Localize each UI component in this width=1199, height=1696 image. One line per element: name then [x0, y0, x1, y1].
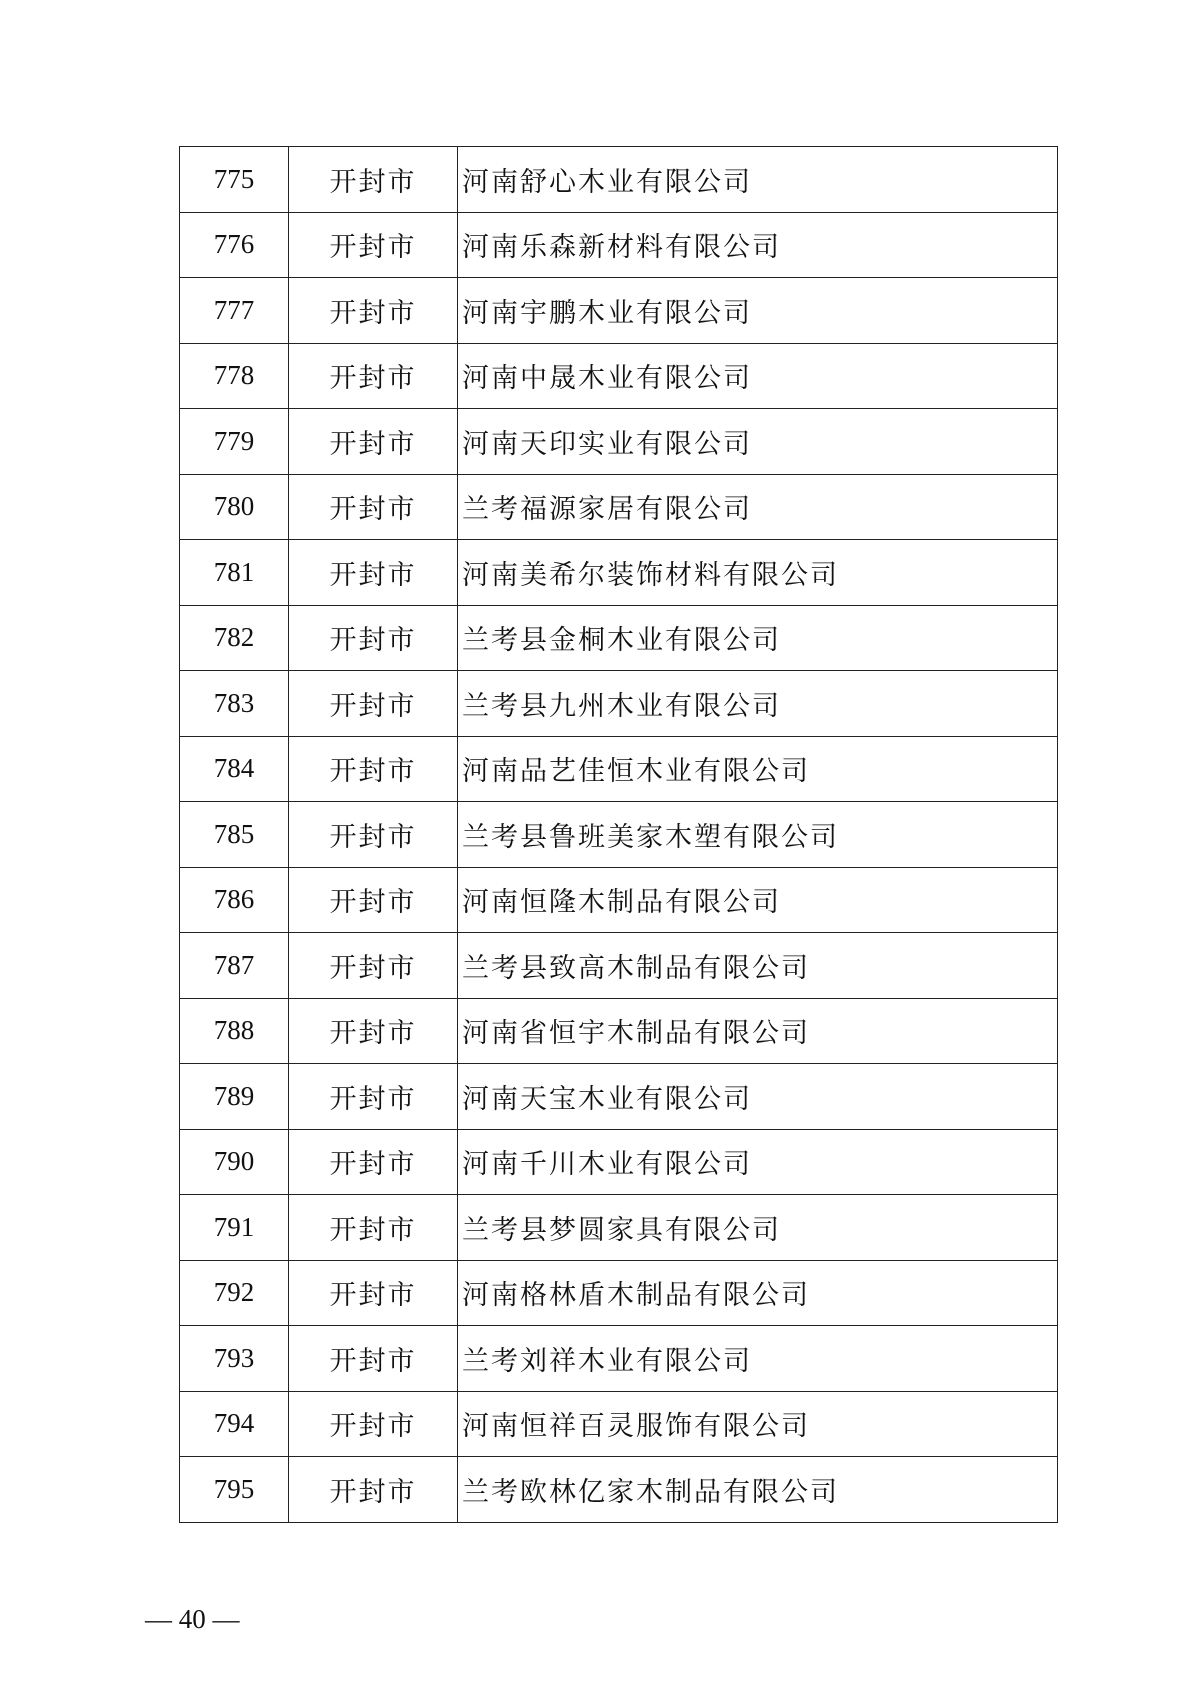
- table-row: [180, 1129, 1058, 1195]
- company-name-cell: 河南天宝木业有限公司: [458, 1064, 1058, 1130]
- table-row: [180, 1326, 1058, 1392]
- table-row: [180, 605, 1058, 671]
- city-cell: 开封市: [289, 1064, 458, 1130]
- city-cell: 开封市: [289, 605, 458, 671]
- serial-number-cell: 792: [180, 1260, 289, 1326]
- serial-number-cell: 781: [180, 540, 289, 606]
- serial-number-cell: 777: [180, 278, 289, 344]
- table-row: [180, 671, 1058, 737]
- company-name-cell: 河南宇鹏木业有限公司: [458, 278, 1058, 344]
- city-cell: 开封市: [289, 1457, 458, 1523]
- serial-number-cell: 779: [180, 409, 289, 475]
- table-row: [180, 343, 1058, 409]
- table-row: [180, 1457, 1058, 1523]
- table-row: [180, 212, 1058, 278]
- city-cell: 开封市: [289, 409, 458, 475]
- city-cell: 开封市: [289, 147, 458, 213]
- serial-number-cell: 790: [180, 1129, 289, 1195]
- company-name-cell: 兰考县梦圆家具有限公司: [458, 1195, 1058, 1261]
- city-cell: 开封市: [289, 1260, 458, 1326]
- city-cell: 开封市: [289, 212, 458, 278]
- city-cell: 开封市: [289, 671, 458, 737]
- company-name-cell: 兰考欧林亿家木制品有限公司: [458, 1457, 1058, 1523]
- serial-number-cell: 789: [180, 1064, 289, 1130]
- company-name-cell: 河南恒祥百灵服饰有限公司: [458, 1391, 1058, 1457]
- serial-number-cell: 782: [180, 605, 289, 671]
- table-row: [180, 409, 1058, 475]
- city-cell: 开封市: [289, 736, 458, 802]
- table-row: [180, 1260, 1058, 1326]
- company-name-cell: 河南千川木业有限公司: [458, 1129, 1058, 1195]
- company-name-cell: 兰考县金桐木业有限公司: [458, 605, 1058, 671]
- city-cell: 开封市: [289, 1195, 458, 1261]
- table-row: [180, 1391, 1058, 1457]
- city-cell: 开封市: [289, 933, 458, 999]
- company-name-cell: 兰考县九州木业有限公司: [458, 671, 1058, 737]
- company-name-cell: 兰考福源家居有限公司: [458, 474, 1058, 540]
- serial-number-cell: 783: [180, 671, 289, 737]
- serial-number-cell: 791: [180, 1195, 289, 1261]
- table-row: [180, 540, 1058, 606]
- serial-number-cell: 780: [180, 474, 289, 540]
- city-cell: 开封市: [289, 1391, 458, 1457]
- serial-number-cell: 784: [180, 736, 289, 802]
- city-cell: 开封市: [289, 474, 458, 540]
- company-name-cell: 河南品艺佳恒木业有限公司: [458, 736, 1058, 802]
- table-row: [180, 1195, 1058, 1261]
- company-name-cell: 兰考县致高木制品有限公司: [458, 933, 1058, 999]
- company-name-cell: 河南美希尔装饰材料有限公司: [458, 540, 1058, 606]
- serial-number-cell: 795: [180, 1457, 289, 1523]
- serial-number-cell: 776: [180, 212, 289, 278]
- serial-number-cell: 794: [180, 1391, 289, 1457]
- city-cell: 开封市: [289, 1326, 458, 1392]
- table-row: [180, 1064, 1058, 1130]
- company-name-cell: 兰考刘祥木业有限公司: [458, 1326, 1058, 1392]
- company-list-body: [180, 147, 1058, 1523]
- table-row: [180, 736, 1058, 802]
- city-cell: 开封市: [289, 998, 458, 1064]
- company-name-cell: 河南省恒宇木制品有限公司: [458, 998, 1058, 1064]
- serial-number-cell: 778: [180, 343, 289, 409]
- company-name-cell: 河南恒隆木制品有限公司: [458, 867, 1058, 933]
- company-name-cell: 河南格林盾木制品有限公司: [458, 1260, 1058, 1326]
- city-cell: 开封市: [289, 343, 458, 409]
- company-name-cell: 河南乐森新材料有限公司: [458, 212, 1058, 278]
- serial-number-cell: 786: [180, 867, 289, 933]
- company-name-cell: 河南天印实业有限公司: [458, 409, 1058, 475]
- table-row: [180, 278, 1058, 344]
- city-cell: 开封市: [289, 1129, 458, 1195]
- city-cell: 开封市: [289, 867, 458, 933]
- serial-number-cell: 787: [180, 933, 289, 999]
- city-cell: 开封市: [289, 802, 458, 868]
- city-cell: 开封市: [289, 278, 458, 344]
- serial-number-cell: 785: [180, 802, 289, 868]
- table-row: [180, 802, 1058, 868]
- serial-number-cell: 793: [180, 1326, 289, 1392]
- city-cell: 开封市: [289, 540, 458, 606]
- company-list-table: [179, 146, 1058, 1523]
- company-name-cell: 兰考县鲁班美家木塑有限公司: [458, 802, 1058, 868]
- serial-number-cell: 788: [180, 998, 289, 1064]
- table-row: [180, 474, 1058, 540]
- serial-number-cell: 775: [180, 147, 289, 213]
- table-row: [180, 998, 1058, 1064]
- page-number: — 40 —: [145, 1604, 240, 1634]
- company-name-cell: 河南舒心木业有限公司: [458, 147, 1058, 213]
- table-row: [180, 867, 1058, 933]
- company-name-cell: 河南中晟木业有限公司: [458, 343, 1058, 409]
- table-row: [180, 933, 1058, 999]
- table-row: [180, 147, 1058, 213]
